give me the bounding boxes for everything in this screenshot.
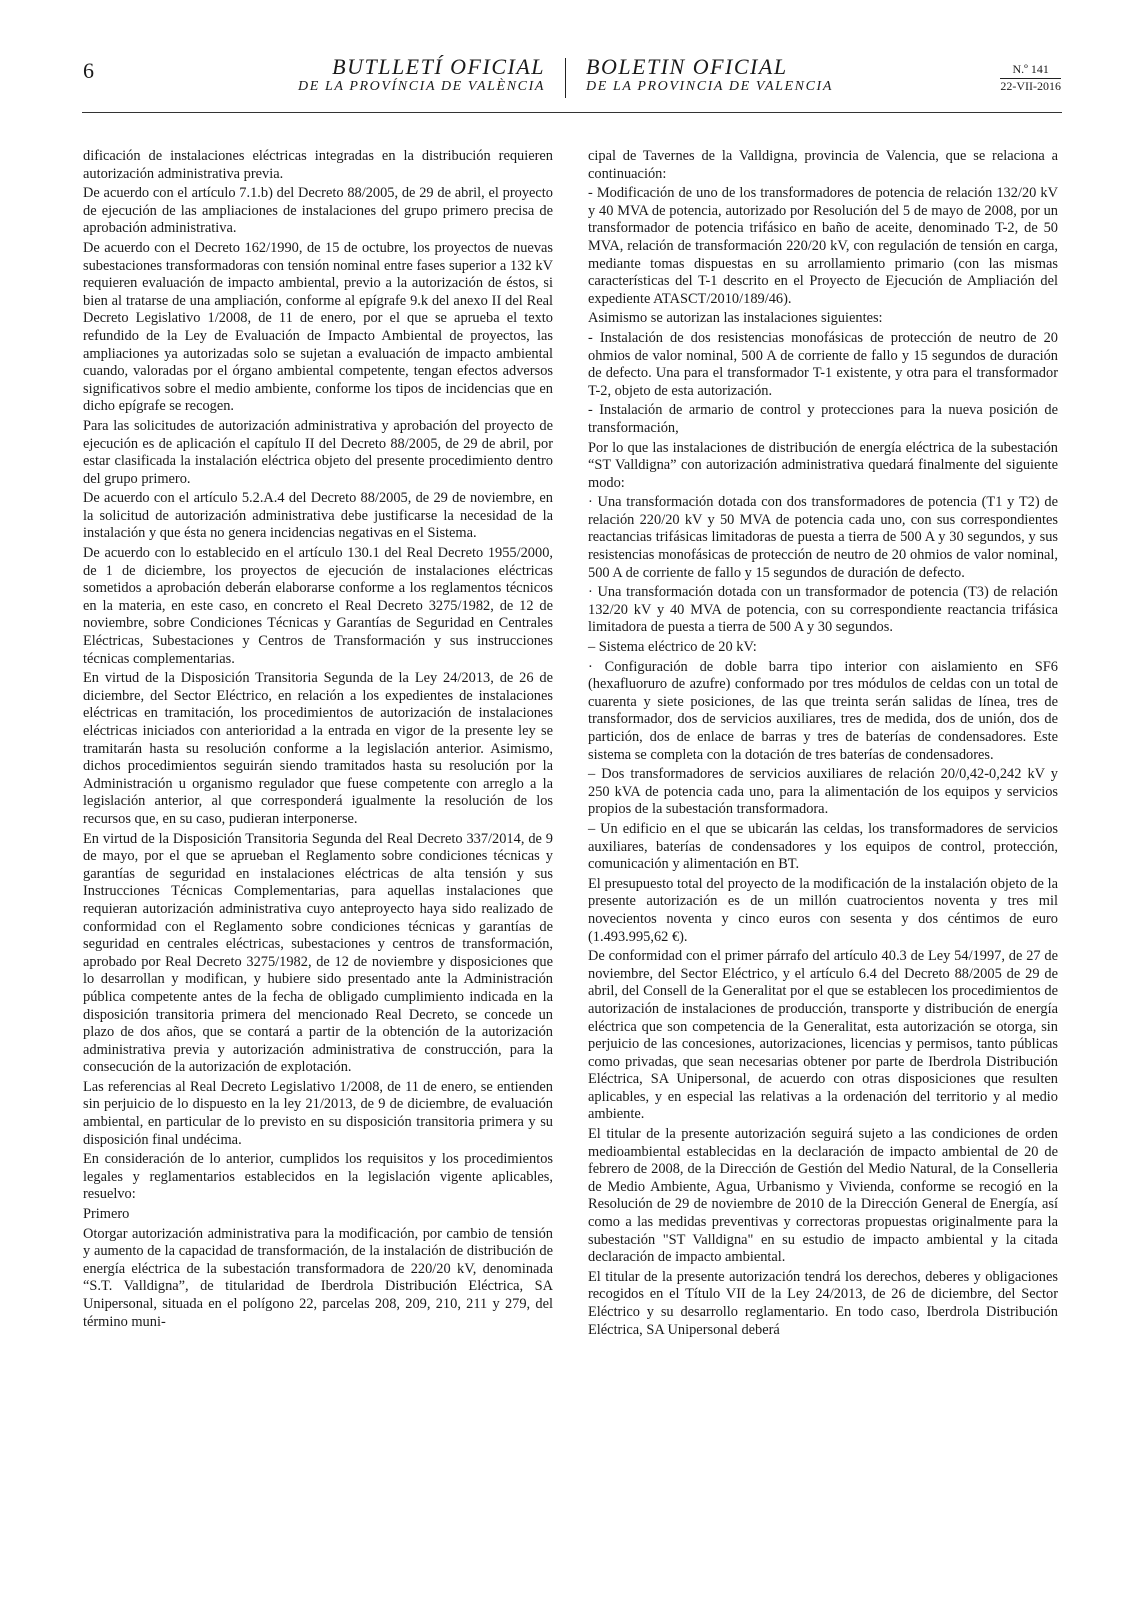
paragraph: De acuerdo con lo establecido en el artículo 130.1 del Real Decreto 1955/2000, de 1 de diciembre, los proyectos de ejecución de instalaciones eléctricas sometidos a aprobación deberán elaborarse conforme a los reglamentos técnicos en la materia, en este caso, en concreto el Real Decreto 3275/1982, de 12 de noviembre, sobre Condiciones Técnicas y Garantías de Seguridad en Centrales Eléctricas, Subestaciones y Centros de Transformación y sus instrucciones técnicas complementarias.: [83, 545, 553, 667]
paragraph: – Un edificio en el que se ubicarán las celdas, los transformadores de servicios auxiliares, baterías de condensadores y los equipos de control, protección, comunicación y alimentación en BT.: [588, 820, 1058, 873]
issue-date: 22-VII-2016: [1000, 79, 1061, 93]
paragraph: En virtud de la Disposición Transitoria Segunda de la Ley 24/2013, de 26 de diciembre, del Sector Eléctrico, en relación a los expedientes de instalaciones eléctricas en tramitación, los procedimientos de autorización de instalaciones eléctricas iniciados con anterioridad a la entrada en vigor de la presente ley se tramitarán hasta su resolución conforme a la legislación anterior. Asimismo, dichos procedimientos seguirán siendo tramitados hasta su resolución por la Administración u organismo regulador que fuese competente con arreglo a la legislación anterior, al que corresponderá igualmente la resolución de los recursos que, en su caso, pudieran interponerse.: [83, 670, 553, 827]
paragraph: De acuerdo con el Decreto 162/1990, de 15 de octubre, los proyectos de nuevas subestaciones transformadoras con tensión nominal entre fases superior a 132 kV requieren evaluación de impacto ambiental, previo a la autorización de éstos, si bien al tratarse de una ampliación, conforme al epígrafe 9.k del anexo II del Real Decreto Legislativo 1/2008, de 11 de enero, por el que se aprueba el texto refundido de la Ley de Evaluación de Impacto Ambiental de proyectos, las ampliaciones ya autorizadas solo se sujetan a evaluación de impacto ambiental cuando, valoradas por el órgano ambiental competente, tengan efectos adversos significativos sobre el medio ambiente, conforme los tipos de incidencias que en dicho epígrafe se recogen.: [83, 239, 553, 415]
paragraph: Por lo que las instalaciones de distribución de energía eléctrica de la subestación “ST Valldigna” con autorización administrativa quedará finalmente del siguiente modo:: [588, 439, 1058, 491]
header-left-title: BUTLLETÍ OFICIAL: [332, 54, 545, 79]
paragraph: - Instalación de armario de control y protecciones para la nueva posición de transformación,: [588, 402, 1058, 436]
header-rule: [82, 112, 1062, 113]
paragraph: De acuerdo con el artículo 7.1.b) del Decreto 88/2005, de 29 de abril, el proyecto de ejecución de las ampliaciones de instalaciones del grupo primero precisa de aprobación administrativa.: [83, 185, 553, 237]
paragraph: – Dos transformadores de servicios auxiliares de relación 20/0,42-0,242 kV y 250 kVA de potencia cada uno, para la alimentación de los equipos y servicios propios de la subestación transformadora.: [588, 766, 1058, 818]
page-number: 6: [83, 58, 94, 83]
paragraph: cipal de Tavernes de la Valldigna, provincia de Valencia, que se relaciona a continuación:: [588, 148, 1058, 182]
paragraph: – Sistema eléctrico de 20 kV:: [588, 639, 757, 656]
header-valencian: [298, 56, 545, 95]
paragraph: Otorgar autorización administrativa para la modificación, por cambio de tensión y aumento de la capacidad de transformación, de la instalación de distribución de energía eléctrica de la subestación transformadora de 220/20 kV, denominada “S.T. Valldigna”, de titularidad de Iberdrola Distribución Eléctrica, SA Unipersonal, situada en el polígono 22, parcelas 208, 209, 210, 211 y 279, del término muni-: [83, 1225, 553, 1330]
paragraph: De conformidad con el primer párrafo del artículo 40.3 de Ley 54/1997, de 27 de noviembre, del Sector Eléctrico, y el artículo 6.4 del Decreto 88/2005 de 29 de abril, del Consell de la Generalitat por el que se establecen los procedimientos de autorización de instalaciones de producción, transporte y distribución de energía eléctrica que son competencia de la Generalitat, esta autorización se otorga, sin perjuicio de las concesiones, autorizaciones, licencias y permisos, tanto públicas como privadas, que sean necesarias obtener por parte de Iberdrola Distribución Eléctrica, SA Unipersonal, de acuerdo con otras disposiciones que resulten aplicables, y en especial las relativas a la ordenación del territorio y al medio ambiente.: [588, 948, 1058, 1123]
paragraph: - Modificación de uno de los transformadores de potencia de relación 132/20 kV y 40 MVA de potencia, autorizado por Resolución del 5 de mayo de 2008, por un transformador de potencia trifásico en baño de aceite, denominado T-2, de 50 MVA, relación de transformación 220/20 kV, con regulación de tensión en carga, mediante tomas dispuestas en su arrollamiento primario (con las mismas características del T-1 descrito en el Proyecto de Ejecución de Ampliación del expediente ATASCT/2010/189/46).: [588, 185, 1058, 307]
header-spanish: [586, 56, 833, 95]
right-column: [588, 148, 1058, 1341]
paragraph: dificación de instalaciones eléctricas integradas en la distribución requieren autorización administrativa previa.: [83, 148, 553, 182]
paragraph: Asimismo se autorizan las instalaciones siguientes:: [588, 310, 883, 327]
paragraph: Para las solicitudes de autorización administrativa y aprobación del proyecto de ejecución es de aplicación el capítulo II del Decreto 88/2005, de 29 de abril, por estar clasificada la instalación eléctrica objeto del presente procedimiento dentro del grupo primero.: [83, 417, 553, 487]
paragraph: · Una transformación dotada con dos transformadores de potencia (T1 y T2) de relación 220/20 kV y 50 MVA de potencia cada uno, con sus correspondientes reactancias trifásicas limitadoras de puesta a tierra de 500 A y 30 segundos, y sus resistencias monofásicas de protección de neutro de 20 ohmios de valor nominal, 500 A de corriente de fallo y 15 segundos de duración de defecto.: [588, 494, 1058, 581]
paragraph: El titular de la presente autorización tendrá los derechos, deberes y obligaciones recogidos en el Título VII de la Ley 24/2013, de 26 de diciembre, del Sector Eléctrico y su desarrollo reglamentario. En todo caso, Iberdrola Distribución Eléctrica, SA Unipersonal deberá: [588, 1268, 1058, 1338]
paragraph: Las referencias al Real Decreto Legislativo 1/2008, de 11 de enero, se entienden sin perjuicio de lo dispuesto en la ley 21/2013, de 9 de diciembre, de evaluación ambiental, en particular de lo previsto en su disposición transitoria primera y su disposición final undécima.: [83, 1078, 553, 1148]
paragraph: El presupuesto total del proyecto de la modificación de la instalación objeto de la presente autorización es de un millón cuatrocientos noventa y tres mil novecientos noventa y cinco euros con sesenta y dos céntimos de euro (1.493.995,62 €).: [588, 875, 1058, 945]
paragraph: · Configuración de doble barra tipo interior con aislamiento en SF6 (hexafluoruro de azufre) conformado por tres módulos de celdas con un total de cuarenta y siete posiciones, de las que treinta serán salidas de línea, tres de transformador, dos de servicios auxiliares, tres de medida, dos de unión, dos de partición, dos de enlace de barras y tres de baterías de condensadores. Este sistema se completa con la dotación de tres baterías de condensadores.: [588, 658, 1058, 763]
header-divider: [565, 58, 566, 98]
page-header: [0, 0, 1131, 110]
paragraph: En consideración de lo anterior, cumplidos los requisitos y los procedimientos legales y reglamentarios establecidos en la legislación vigente aplicables, resuelvo:: [83, 1151, 553, 1203]
issue-number: N.º 141: [1000, 62, 1061, 79]
header-right-subtitle: DE LA PROVINCIA DE VALENCIA: [586, 79, 833, 94]
paragraph: - Instalación de dos resistencias monofásicas de protección de neutro de 20 ohmios de valor nominal, 500 A de corriente de fallo y 15 segundos de duración de defecto. Una para el transformador T-1 existente, y otra para el transformador T-2, objeto de esta autorización.: [588, 329, 1058, 399]
left-column: [83, 148, 553, 1333]
header-left-subtitle: DE LA PROVÍNCIA DE VALÈNCIA: [298, 79, 545, 94]
paragraph: De acuerdo con el artículo 5.2.A.4 del Decreto 88/2005, de 29 de noviembre, en la solicitud de autorización administrativa debe justificarse la necesidad de la instalación y que ésta no genera incidencias negativas en el Sistema.: [83, 490, 553, 542]
issue-info: [1000, 62, 1061, 94]
paragraph: El titular de la presente autorización seguirá sujeto a las condiciones de orden medioambiental establecidas en la declaración de impacto ambiental de 20 de febrero de 2008, de la Dirección de Gestión del Medio Natural, de la Conselleria de Medio Ambiente, Agua, Urbanismo y Vivienda, conforme se recogió en la Resolución de 29 de noviembre de 2010 de la Dirección General de Energía, así como a las medidas preventivas y correctoras propuestas originalmente para la subestación "ST Valldigna" en su estudio de impacto ambiental y la citada declaración de impacto ambiental.: [588, 1126, 1058, 1266]
paragraph: · Una transformación dotada con un transformador de potencia (T3) de relación 132/20 kV y 40 MVA de potencia, con su correspondiente reactancia trifásica limitadora de puesta a tierra de 500 A y 30 segundos.: [588, 584, 1058, 636]
header-right-title: BOLETIN OFICIAL: [586, 54, 788, 79]
section-heading: Primero: [83, 1206, 130, 1223]
paragraph: En virtud de la Disposición Transitoria Segunda del Real Decreto 337/2014, de 9 de mayo, por el que se aprueban el Reglamento sobre condiciones técnicas y garantías de seguridad en instalaciones eléctricas de alta tensión y sus Instrucciones Técnicas Complementarias, para aquellas instalaciones que requieran autorización administrativa cuyo anteproyecto haya sido realizado de conformidad con el Reglamento sobre condiciones técnicas y garantías de seguridad en centrales eléctricas, subestaciones y centros de transformación, aprobado por Real Decreto 3275/1982, de 12 de noviembre y disposiciones que lo desarrollan y modifican, y hubiere sido presentado ante la Administración pública competente antes de la fecha de obligado cumplimiento indicada en la disposición transitoria primera del mencionado Real Decreto, se concede un plazo de dos años, que se contará a partir de la obtención de la autorización administrativa previa y autorización administrativa de construcción, para la consecución de la autorización de explotación.: [83, 830, 553, 1076]
